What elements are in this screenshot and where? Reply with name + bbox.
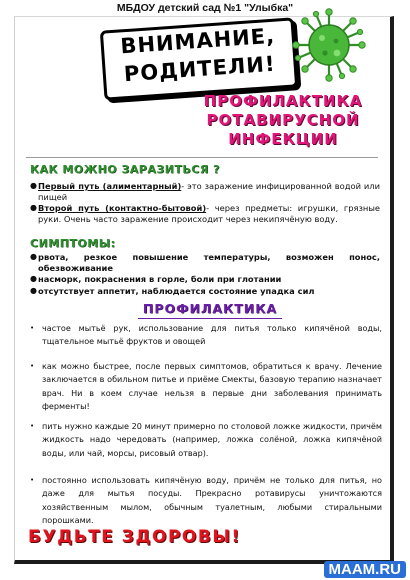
page-header: МБДОУ детский сад №1 "Улыбка": [116, 2, 294, 14]
bullet-icon: ●: [30, 274, 37, 283]
list-item: [30, 420, 382, 460]
divider: [26, 157, 378, 158]
symptoms-list: [30, 252, 380, 297]
list-item: [30, 274, 380, 285]
symptom-text: отсутствует аппетит, наблюдается состояние упадка сил: [38, 285, 315, 296]
bullet-icon: ●: [30, 181, 37, 190]
bullet-icon: ●: [30, 203, 37, 212]
title-line-3: ИНФЕКЦИИ: [228, 130, 338, 148]
bullet-icon: •: [30, 324, 35, 332]
watermark-logo: MAAM.RU: [324, 561, 407, 578]
route-label: Первый путь (алиментарный): [38, 181, 182, 191]
list-item: [30, 286, 380, 297]
prevention-underline: [138, 318, 282, 319]
banner-line-2: РОДИТЕЛИ!: [123, 51, 277, 87]
list-item: [30, 203, 380, 224]
page-title: [178, 92, 388, 149]
bullet-icon: •: [30, 476, 35, 484]
route-text: - это заражение инфицированной водой или пищей: [38, 181, 380, 202]
virus-icon: [292, 8, 366, 82]
bullet-icon: •: [30, 422, 35, 430]
attention-banner: [100, 17, 298, 100]
list-item: [30, 474, 382, 528]
list-item: [30, 360, 382, 414]
route-label: Второй путь (контактно-бытовой): [38, 203, 207, 213]
bullet-icon: ●: [30, 285, 37, 295]
list-item: [30, 322, 382, 349]
symptom-text: насморк, покраснения в горле, боли при глотании: [38, 274, 282, 284]
title-line-1: ПРОФИЛАКТИКА: [203, 92, 363, 110]
infection-heading: КАК МОЖНО ЗАРАЗИТЬСЯ ?: [30, 163, 221, 176]
closing-message: БУДЬТЕ ЗДОРОВЫ!: [28, 527, 241, 547]
bullet-icon: •: [30, 362, 35, 370]
bullet-icon: ●: [30, 252, 37, 261]
list-item: [30, 252, 380, 273]
prevention-text: частое мытьё рук, использование для питья только кипячёной воды, тщательное мытьё фруктов и овощей: [42, 323, 382, 347]
symptom-text: рвота, резкое повышение температуры, возможен понос, обезвоживание: [38, 252, 380, 273]
route-text: - через предметы: игрушки, грязные руки. Очень часто заражение происходит через некипячёную воду.: [38, 203, 380, 224]
symptoms-heading: СИМПТОМЫ:: [30, 237, 116, 250]
title-line-2: РОТАВИРУСНОЙ: [206, 111, 360, 129]
banner-line-1: ВНИМАНИЕ,: [119, 23, 276, 59]
prevention-heading: ПРОФИЛАКТИКА: [142, 301, 278, 316]
list-item: [30, 181, 380, 202]
prevention-text: пить нужно каждые 20 минут примерно по столовой ложке жидкости, причём жидкость надо чередовать (например, ложка солёной, ложка кипячёной воды, или чай, морсы, рисовый отвар).: [42, 421, 382, 458]
infection-list: [30, 181, 380, 225]
prevention-text: постоянно использовать кипячёную воду, причём не только для питья, но даже для мытья посуды. Прекрасно ротавирусы уничтожаются хозяйственным мылом, обычным туалетным, любыми стиральными порошками.: [42, 475, 382, 526]
prevention-text: как можно быстрее, после первых симптомов, обратиться к врачу. Лечение заключается в обильном питье и приёме Смекты, базовую терапию назначает врач. Ни в коем случае нельзя в первые дни заболевания принимать ферменты!: [42, 361, 382, 412]
